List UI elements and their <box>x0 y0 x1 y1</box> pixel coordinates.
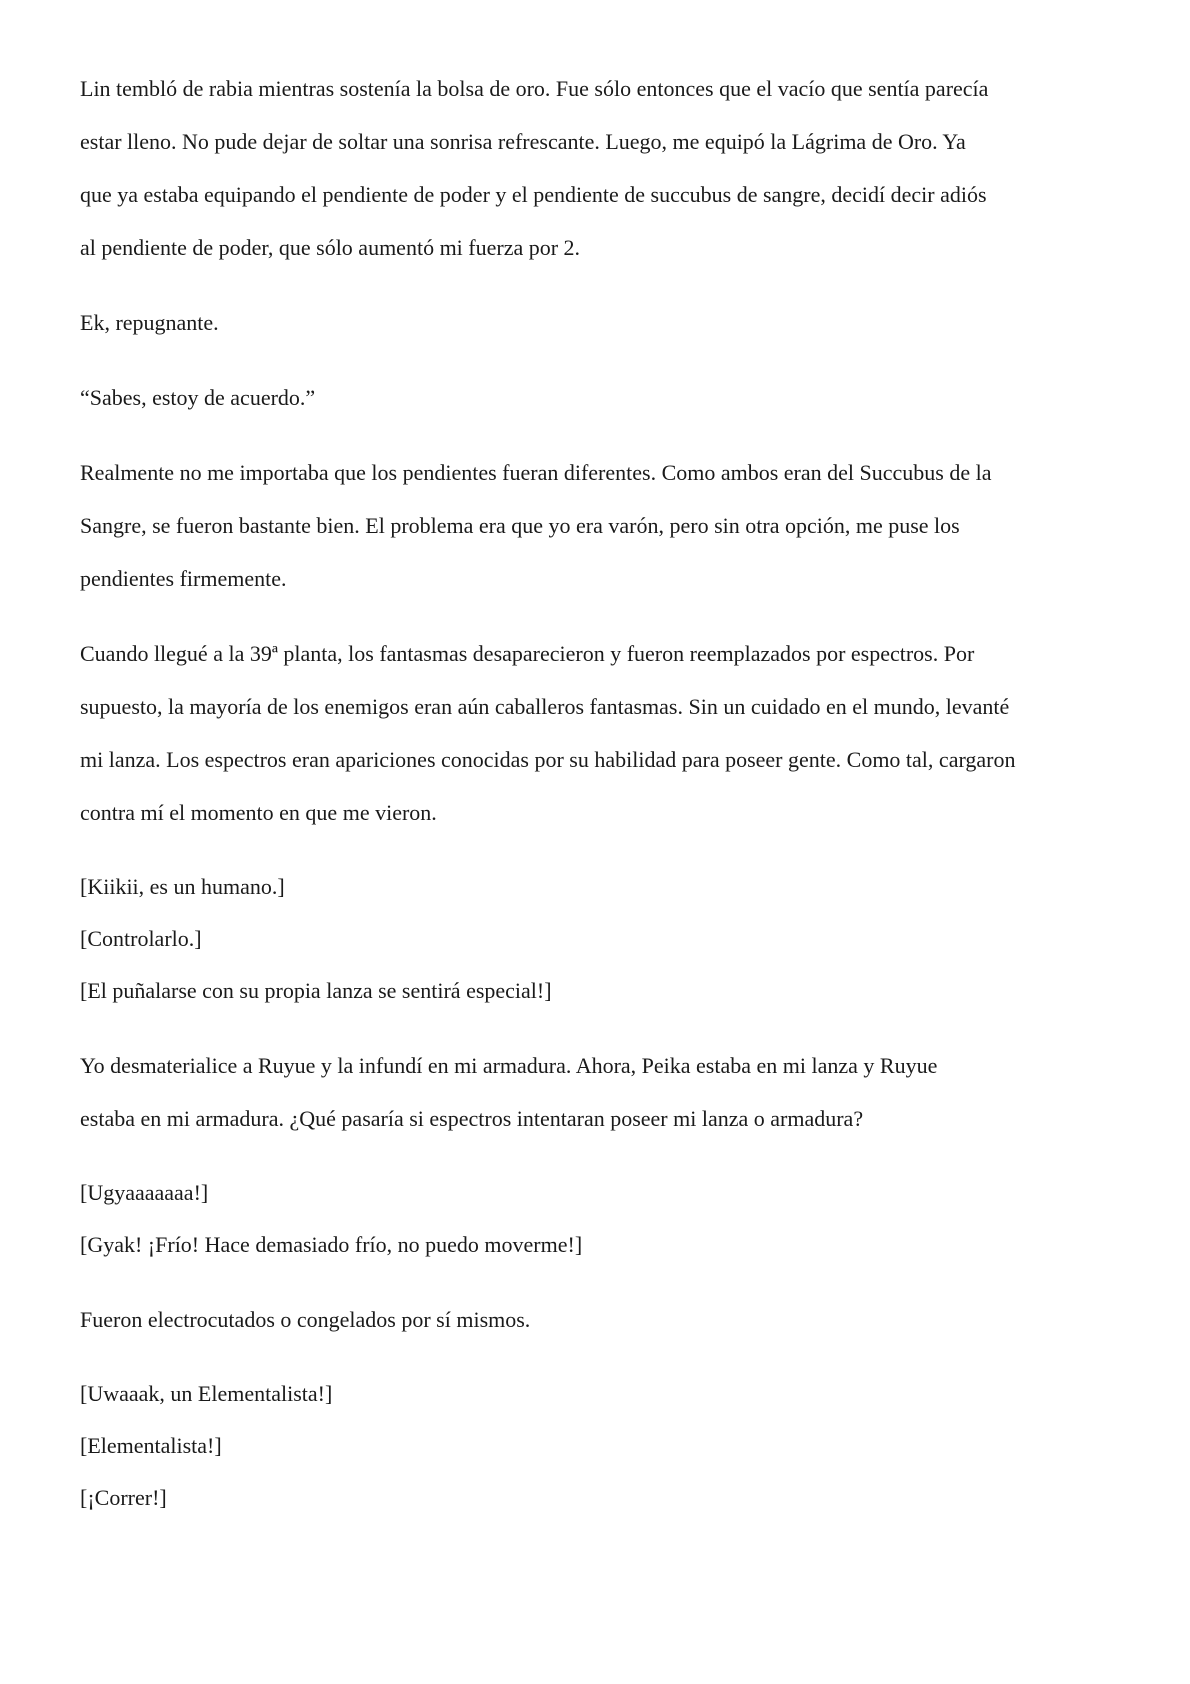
text-line: contra mí el momento en que me vieron. <box>80 800 437 825</box>
dialogue-block-screams <box>80 1167 1120 1271</box>
text-line: Fueron electrocutados o congelados por sí mismos. <box>80 1307 531 1332</box>
dialogue-line: [Gyak! ¡Frío! Hace demasiado frío, no puedo moverme!] <box>80 1232 583 1257</box>
paragraph-ek <box>80 296 1120 349</box>
paragraph-quote <box>80 371 1120 424</box>
dialogue-line: [¡Correr!] <box>80 1485 167 1510</box>
dialogue-line: [Elementalista!] <box>80 1433 222 1458</box>
dialogue-block-elementalist <box>80 1368 1120 1524</box>
text-line: Cuando llegué a la 39ª planta, los fantasmas desaparecieron y fueron reemplazados por espectros. Por <box>80 641 975 666</box>
text-line: Sangre, se fueron bastante bien. El problema era que yo era varón, pero sin otra opción, me puse los <box>80 513 960 538</box>
document-page <box>80 62 1120 1524</box>
text-line: supuesto, la mayoría de los enemigos eran aún caballeros fantasmas. Sin un cuidado en el mundo, levanté <box>80 694 1010 719</box>
text-line: estaba en mi armadura. ¿Qué pasaría si espectros intentaran poseer mi lanza o armadura? <box>80 1106 864 1131</box>
text-line: mi lanza. Los espectros eran apariciones conocidas por su habilidad para poseer gente. Como tal, cargaron <box>80 747 1016 772</box>
dialogue-line: [Uwaaak, un Elementalista!] <box>80 1381 333 1406</box>
dialogue-block-specters <box>80 861 1120 1017</box>
dialogue-line: [Kiikii, es un humano.] <box>80 874 285 899</box>
paragraph-floor-39 <box>80 627 1120 839</box>
text-line: estar lleno. No pude dejar de soltar una sonrisa refrescante. Luego, me equipó la Lágrima de Oro. Ya <box>80 129 966 154</box>
text-line: que ya estaba equipando el pendiente de poder y el pendiente de succubus de sangre, decidí decir adiós <box>80 182 987 207</box>
paragraph-earrings <box>80 446 1120 605</box>
text-line: pendientes firmemente. <box>80 566 287 591</box>
paragraph-electrocuted <box>80 1293 1120 1346</box>
text-line: al pendiente de poder, que sólo aumentó mi fuerza por 2. <box>80 235 581 260</box>
dialogue-line: [Ugyaaaaaaa!] <box>80 1180 209 1205</box>
text-line: Ek, repugnante. <box>80 310 219 335</box>
text-line: Realmente no me importaba que los pendientes fueran diferentes. Como ambos eran del Succubus de la <box>80 460 992 485</box>
paragraph-ruyue <box>80 1039 1120 1145</box>
text-line: Yo desmaterialice a Ruyue y la infundí en mi armadura. Ahora, Peika estaba en mi lanza y Ruyue <box>80 1053 938 1078</box>
dialogue-line: [Controlarlo.] <box>80 926 202 951</box>
text-line: “Sabes, estoy de acuerdo.” <box>80 385 316 410</box>
paragraph-lin-gold-bag <box>80 62 1120 274</box>
dialogue-line: [El puñalarse con su propia lanza se sentirá especial!] <box>80 978 552 1003</box>
text-line: Lin tembló de rabia mientras sostenía la bolsa de oro. Fue sólo entonces que el vacío que sentía parecía <box>80 76 989 101</box>
